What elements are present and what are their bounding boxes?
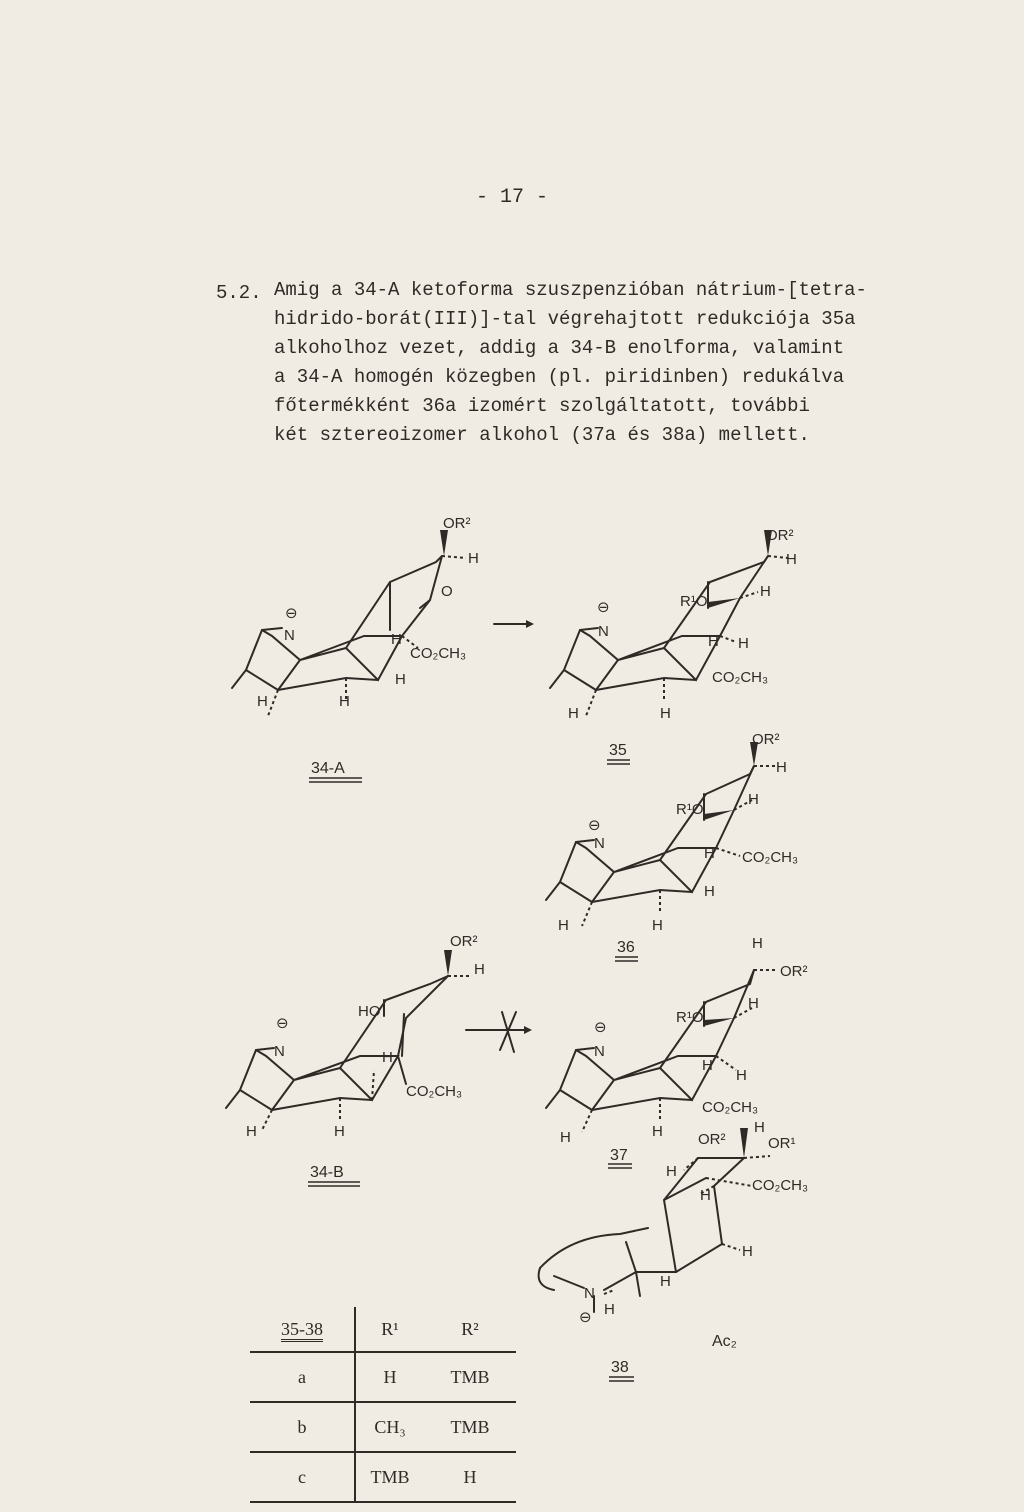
- s34a-h-right: H: [395, 671, 406, 688]
- s36-or2: OR²: [752, 731, 780, 748]
- s38-charge: ⊖: [579, 1309, 592, 1326]
- page-number: - 17 -: [475, 186, 548, 209]
- s34b-nitrogen: N: [274, 1043, 285, 1060]
- s38-h-right: H: [742, 1243, 753, 1260]
- s34a-label: 34-A: [311, 760, 345, 777]
- structure-34b: [226, 933, 485, 1186]
- s34a-h-mid: H: [339, 693, 350, 710]
- s35-h-left: H: [568, 705, 579, 722]
- section-number: 5.2.: [216, 282, 262, 304]
- s36-charge: ⊖: [588, 817, 601, 834]
- s38-h-inner: H: [700, 1187, 711, 1204]
- s34b-h-left: H: [246, 1123, 257, 1140]
- table-row: [250, 1452, 516, 1502]
- structure-37: [546, 935, 808, 1168]
- s37-label: 37: [610, 1147, 628, 1164]
- s36-h-right: H: [704, 883, 715, 900]
- table-header-compounds: 35-38: [281, 1319, 323, 1342]
- structure-35: [550, 527, 797, 764]
- s34a-h-left: H: [257, 693, 268, 710]
- s36-h-lower: H: [652, 917, 663, 934]
- s36-or1: R¹O: [676, 801, 704, 818]
- paragraph-line-6: két sztereoizomer alkohol (37a és 38a) mellett.: [274, 424, 810, 446]
- s34a-or2: OR²: [443, 515, 471, 532]
- s36-h-mid: H: [748, 791, 759, 808]
- s36-label: 36: [617, 939, 635, 956]
- s35-nitrogen: N: [598, 623, 609, 640]
- table-cell: a: [250, 1352, 355, 1402]
- s34b-hydroxy: HO: [358, 1003, 381, 1020]
- s37-ester: CO₂CH₃: [702, 1099, 759, 1116]
- s37-h-top: H: [752, 935, 763, 952]
- table-header-r1: R¹: [355, 1307, 424, 1352]
- s37-nitrogen: N: [594, 1043, 605, 1060]
- s37-h-mid: H: [748, 995, 759, 1012]
- s35-h-lower: H: [660, 705, 671, 722]
- reaction-arrow-right: [494, 620, 534, 628]
- s35-or2: OR²: [766, 527, 794, 544]
- table-cell: TMB: [424, 1352, 516, 1402]
- s38-h-top: H: [754, 1119, 765, 1136]
- structure-38: [539, 1119, 808, 1381]
- s38-conformer: Ac₂: [712, 1333, 737, 1350]
- s38-nitrogen: N: [584, 1285, 595, 1302]
- s35-ester: CO₂CH₃: [712, 669, 769, 686]
- s35-h-ring: H: [738, 635, 749, 652]
- s38-h-n: H: [604, 1301, 615, 1318]
- s37-charge: ⊖: [594, 1019, 607, 1036]
- table-cell: TMB: [355, 1452, 424, 1502]
- paragraph-line-4: a 34-A homogén közegben (pl. piridinben) redukálva: [274, 366, 845, 388]
- s38-ester: CO₂CH₃: [752, 1177, 809, 1194]
- paragraph-line-1: Amig a 34-A ketoforma szuszpenzióban nátrium-[tetra-: [274, 279, 867, 301]
- s36-h-bridge: H: [704, 845, 715, 862]
- s34b-h-bridge: H: [382, 1049, 393, 1066]
- paragraph-line-2: hidrido-borát(III)]-tal végrehajtott redukciója 35a: [274, 308, 856, 330]
- s38-h-left-top: H: [666, 1163, 677, 1180]
- s37-h-left: H: [560, 1129, 571, 1146]
- s37-or2: OR²: [780, 963, 808, 980]
- s34b-h-top: H: [474, 961, 485, 978]
- reaction-arrow-crossed: [466, 1012, 532, 1052]
- table-cell: H: [355, 1352, 424, 1402]
- structure-34a: [232, 515, 479, 782]
- structure-36: [546, 731, 798, 961]
- s35-h-bridge: H: [708, 633, 719, 650]
- s34a-nitrogen: N: [284, 627, 295, 644]
- s34b-or2: OR²: [450, 933, 478, 950]
- table-cell: b: [250, 1402, 355, 1452]
- s37-h-bridge: H: [702, 1057, 713, 1074]
- s36-h-top: H: [776, 759, 787, 776]
- s35-charge: ⊖: [597, 599, 610, 616]
- s34b-ester: CO₂CH₃: [406, 1083, 463, 1100]
- s36-h-left: H: [558, 917, 569, 934]
- table-row: [250, 1402, 516, 1452]
- table-cell: CH₃: [355, 1402, 424, 1452]
- table-cell: c: [250, 1452, 355, 1502]
- s34a-charge: ⊖: [285, 605, 298, 622]
- s34a-oxo: O: [441, 583, 453, 600]
- table-header-row: [250, 1307, 516, 1352]
- substituent-table: [250, 1307, 516, 1503]
- s34b-h-mid: H: [334, 1123, 345, 1140]
- table-header-r2: R²: [461, 1318, 479, 1339]
- s37-h-ring: H: [736, 1067, 747, 1084]
- s35-or1: R¹O: [680, 593, 708, 610]
- table-cell: TMB: [424, 1402, 516, 1452]
- table-row: [250, 1352, 516, 1402]
- s38-label: 38: [611, 1359, 629, 1376]
- s37-h-lower: H: [652, 1123, 663, 1140]
- table-cell: H: [424, 1452, 516, 1502]
- s35-label: 35: [609, 742, 627, 759]
- s34b-charge: ⊖: [276, 1015, 289, 1032]
- s37-or1: R¹O: [676, 1009, 704, 1026]
- s34b-label: 34-B: [310, 1164, 344, 1181]
- paragraph-line-5: főtermékként 36a izomért szolgáltatott, további: [274, 395, 810, 417]
- s38-h-ring: H: [660, 1273, 671, 1290]
- s34a-h-bridge: H: [391, 631, 402, 648]
- s36-ester: CO₂CH₃: [742, 849, 799, 866]
- s35-h-top: H: [786, 551, 797, 568]
- s35-h-mid: H: [760, 583, 771, 600]
- s36-nitrogen: N: [594, 835, 605, 852]
- s34a-ester: CO₂CH₃: [410, 645, 467, 662]
- paragraph-line-3: alkoholhoz vezet, addig a 34-B enolforma, valamint: [274, 337, 845, 359]
- s38-or2: OR²: [698, 1131, 726, 1148]
- s34a-h-top: H: [468, 550, 479, 567]
- s38-or1: OR¹: [768, 1135, 796, 1152]
